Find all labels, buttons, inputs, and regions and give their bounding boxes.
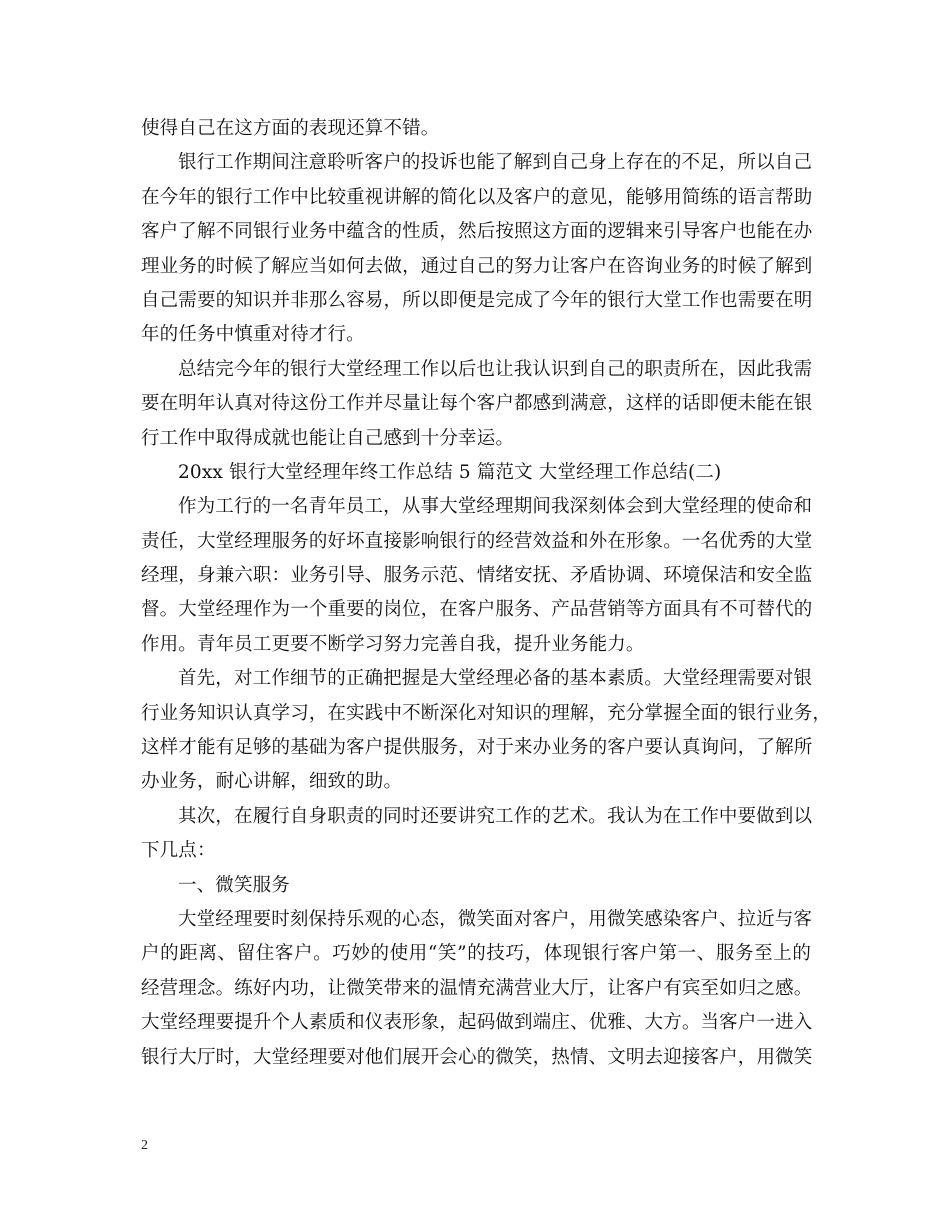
text-line: 作用。青年员工更要不断学习努力完善自我，提升业务能力。 — [141, 633, 645, 655]
text-line: 督。大堂经理作为一个重要的岗位，在客户服务、产品营销等方面具有不可替代的 — [141, 599, 813, 621]
text-line: 要在明年认真对待这份工作并尽量让每个客户都感到满意，这样的话即便未能在银 — [141, 393, 813, 415]
text-line: 户的距离、留住客户。巧妙的使用“笑”的技巧，体现银行客户第一、服务至上的 — [141, 943, 811, 965]
text-line: 行工作中取得成就也能让自己感到十分幸运。 — [141, 427, 515, 449]
text-line: 总结完今年的银行大堂经理工作以后也让我认识到自己的职责所在，因此我需 — [178, 358, 813, 380]
text-line: 年的任务中慎重对待才行。 — [141, 324, 365, 346]
text-line: 理业务的时候了解应当如何去做，通过自己的努力让客户在咨询业务的时候了解到 — [141, 255, 813, 277]
text-line: 经理，身兼六职：业务引导、服务示范、情绪安抚、矛盾协调、环境保洁和安全监 — [141, 565, 813, 587]
text-line: 作为工行的一名青年员工，从事大堂经理期间我深刻体会到大堂经理的使命和 — [178, 496, 813, 518]
text-line: 大堂经理要提升个人素质和仪表形象，起码做到端庄、优雅、大方。当客户一进入 — [141, 1012, 813, 1034]
text-line: 自己需要的知识并非那么容易，所以即便是完成了今年的银行大堂工作也需要在明 — [141, 289, 813, 311]
text-line: 银行大厅时，大堂经理要对他们展开会心的微笑，热情、文明去迎接客户，用微笑 — [141, 1046, 813, 1068]
section-heading: 一、微笑服务 — [178, 874, 290, 896]
page-number: 2 — [141, 1138, 148, 1153]
text-line: 银行工作期间注意聆听客户的投诉也能了解到自己身上存在的不足，所以自己 — [178, 152, 813, 174]
text-line: 这样才能有足够的基础为客户提供服务，对于来办业务的客户要认真询问，了解所 — [141, 737, 813, 759]
text-line: 下几点： — [141, 840, 216, 862]
text-line: 经营理念。练好内功，让微笑带来的温情充满营业大厅，让客户有宾至如归之感。 — [141, 977, 813, 999]
text-line: 首先，对工作细节的正确把握是大堂经理必备的基本素质。大堂经理需要对银 — [178, 668, 813, 690]
text-line: 使得自己在这方面的表现还算不错。 — [141, 118, 440, 139]
text-line: 在今年的银行工作中比较重视讲解的简化以及客户的意见，能够用简练的语言帮助 — [141, 186, 813, 208]
text-line: 办业务，耐心讲解，细致的助。 — [141, 771, 403, 793]
text-line: 责任，大堂经理服务的好坏直接影响银行的经营效益和外在形象。一名优秀的大堂 — [141, 530, 813, 552]
text-line: 大堂经理要时刻保持乐观的心态，微笑面对客户，用微笑感染客户、拉近与客 — [178, 908, 813, 930]
section-heading: 20xx 银行大堂经理年终工作总结 5 篇范文 大堂经理工作总结(二) — [178, 461, 722, 483]
document-body — [141, 112, 832, 1075]
text-line: 其次，在履行自身职责的同时还要讲究工作的艺术。我认为在工作中要做到以 — [178, 805, 813, 827]
text-line: 客户了解不同银行业务中蕴含的性质，然后按照这方面的逻辑来引导客户也能在办 — [141, 221, 813, 243]
text-line: 行业务知识认真学习，在实践中不断深化对知识的理解，充分掌握全面的银行业务， — [141, 702, 832, 724]
